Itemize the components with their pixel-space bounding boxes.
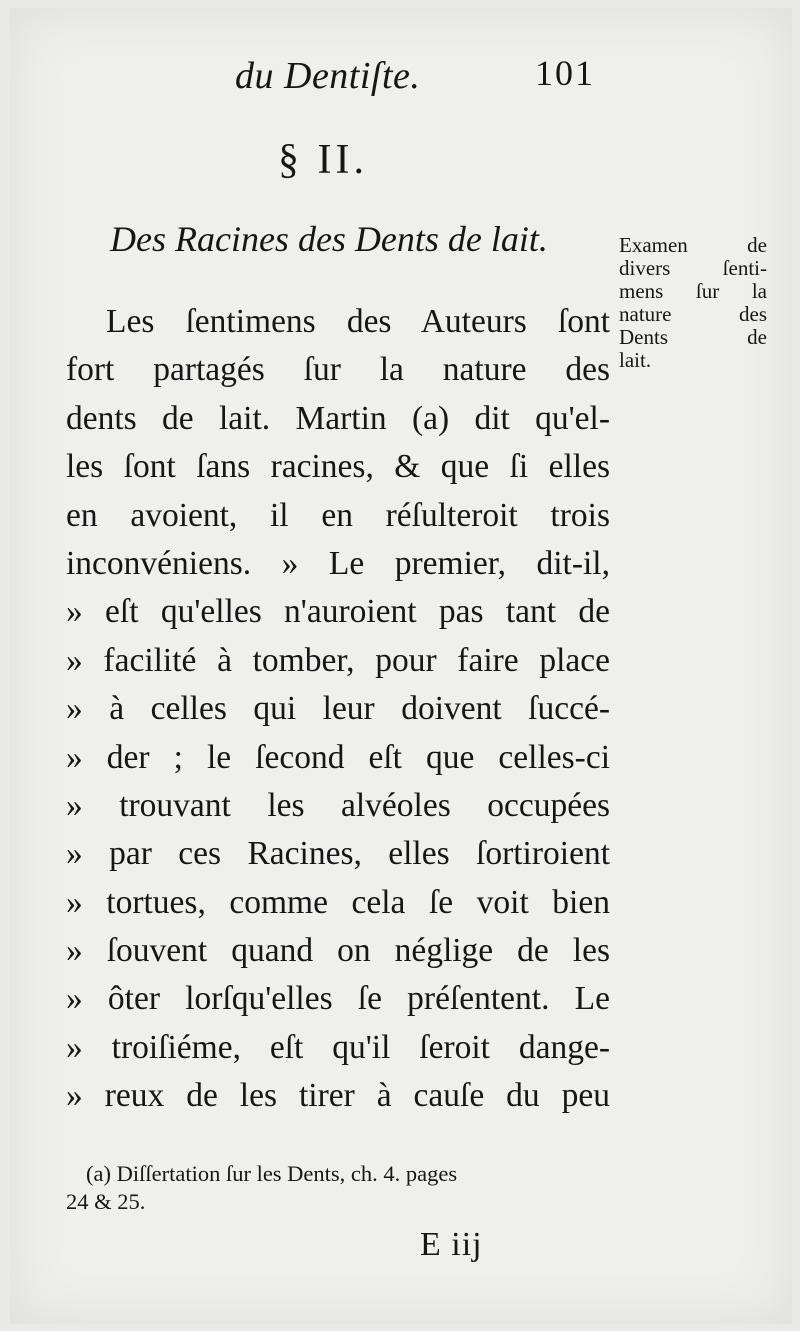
book-page xyxy=(10,8,792,1324)
margin-note-line: Dents de xyxy=(619,325,767,349)
body-line: » tortues, comme cela ſe voit bien xyxy=(66,883,610,921)
margin-note-line: nature des xyxy=(619,302,767,326)
body-text xyxy=(66,298,610,1121)
margin-note-line: divers ſenti- xyxy=(619,256,767,280)
page-number: 101 xyxy=(535,53,595,93)
body-line: fort partagés ſur la nature des xyxy=(66,351,610,389)
margin-note-line: Examen de xyxy=(619,233,767,257)
running-title: du Dentiſte. xyxy=(235,55,421,97)
body-line: inconvéniens. » Le premier, dit-il, xyxy=(66,544,610,582)
body-line: Les ſentimens des Auteurs ſont xyxy=(106,303,610,340)
section-title: Des Racines des Dents de lait. xyxy=(110,219,548,259)
section-number: § II. xyxy=(278,137,368,183)
body-line: » troiſiéme, eſt qu'il ſeroit dange- xyxy=(66,1028,610,1066)
signature-mark: E iij xyxy=(420,1226,483,1263)
body-line: » ſouvent quand on néglige de les xyxy=(66,932,610,970)
body-line: » ôter lorſqu'elles ſe préſentent. Le xyxy=(66,980,610,1018)
footnote xyxy=(66,1160,611,1216)
footnote-line: 24 & 25. xyxy=(66,1189,146,1214)
body-line: en avoient, il en réſulteroit trois xyxy=(66,496,610,534)
body-line: » der ; le ſecond eſt que celles-ci xyxy=(66,738,610,776)
body-line: dents de lait. Martin (a) dit qu'el- xyxy=(66,399,610,437)
body-line: » facilité à tomber, pour faire place xyxy=(66,641,610,679)
body-line: » par ces Racines, elles ſortiroient xyxy=(66,835,610,873)
margin-note-line: mens ſur la xyxy=(619,279,767,303)
footnote-line: (a) Diſſertation ſur les Dents, ch. 4. pages xyxy=(86,1161,458,1186)
body-line: les ſont ſans racines, & que ſi elles xyxy=(66,448,610,486)
margin-note xyxy=(619,234,767,372)
body-line: » à celles qui leur doivent ſuccé- xyxy=(66,690,610,728)
margin-note-line: lait. xyxy=(619,348,652,372)
body-line: » reux de les tirer à cauſe du peu xyxy=(66,1077,610,1115)
body-line: » eſt qu'elles n'auroient pas tant de xyxy=(66,593,610,631)
body-line: » trouvant les alvéoles occupées xyxy=(66,786,610,824)
